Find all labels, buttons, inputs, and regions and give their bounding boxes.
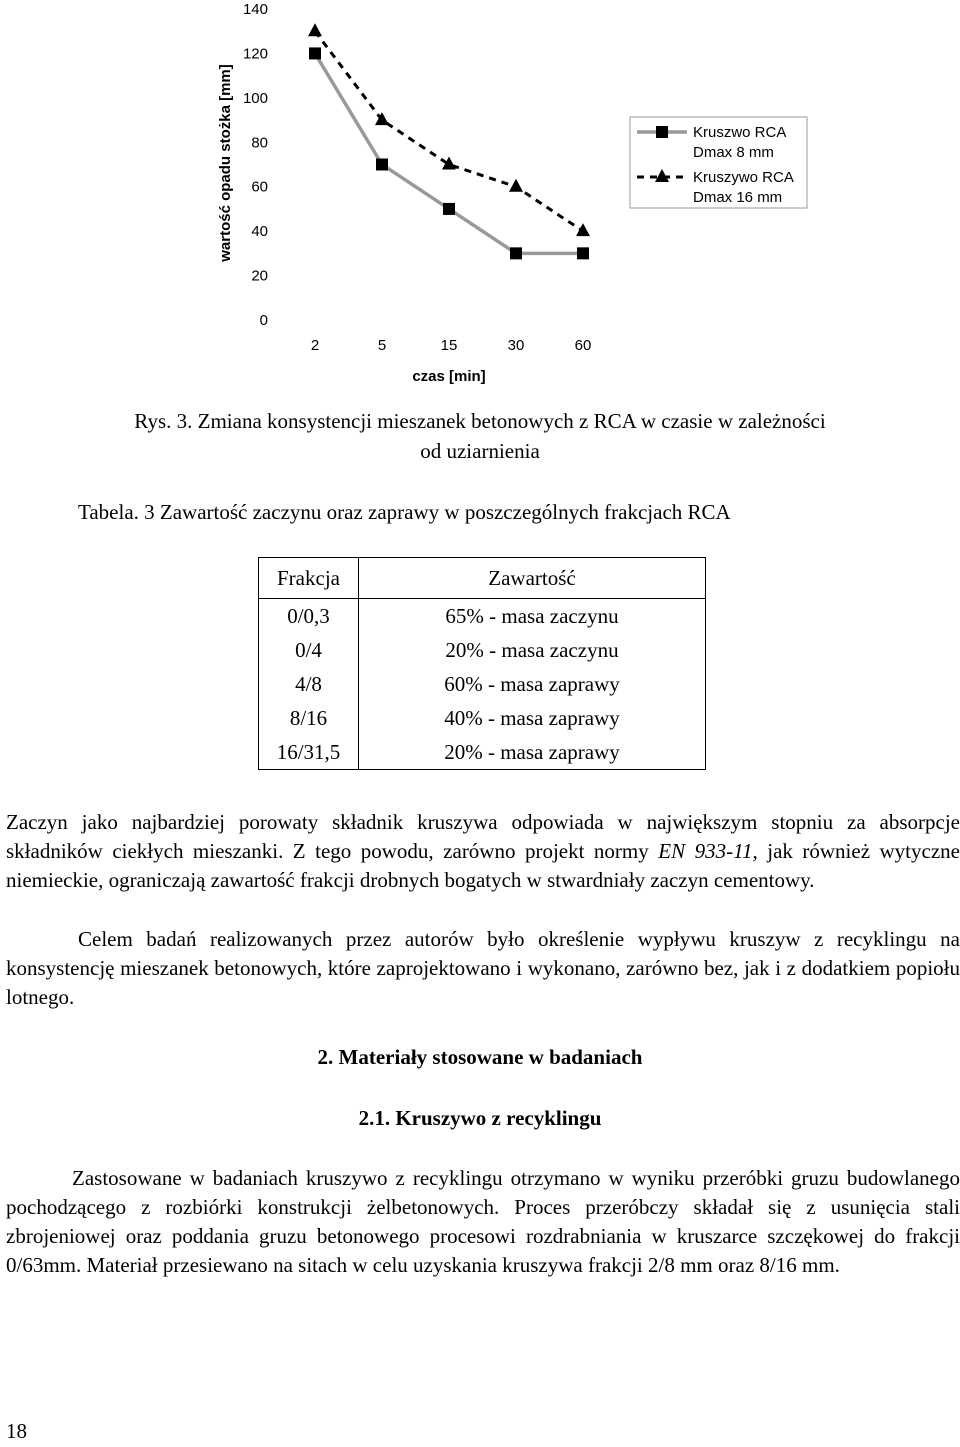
x-tick-label: 5 <box>377 337 387 354</box>
paragraph-1-text-a: Zaczyn jako najbardziej porowaty składnik kruszywa odpowiada w największym stopniu za absorpcje składników ciekłych mieszanki. Z tego powodu, zarówno projekt normy <box>6 810 960 863</box>
x-tick-label: 30 <box>507 337 525 354</box>
x-ticks <box>311 337 592 354</box>
table-title: Tabela. 3 Zawartość zaczynu oraz zaprawy w poszczególnych frakcjach RCA <box>78 500 731 524</box>
paragraph-1-text-b: jak również wytyczne niemieckie, ograniczają zawartość frakcji drobnych bogatych w stwardniały zaczyn cementowy. <box>6 839 960 892</box>
y-tick-label: 120 <box>242 45 268 63</box>
table-cell: 20% - masa zaprawy <box>444 740 620 764</box>
data-point <box>308 23 322 36</box>
table-cell: 20% - masa zaczynu <box>445 638 619 662</box>
fraction-table <box>258 557 706 770</box>
norm-reference: EN 933-11, <box>658 839 758 863</box>
table-cell: 0/4 <box>259 633 359 667</box>
table-row <box>259 599 706 634</box>
data-point <box>577 247 589 259</box>
y-ticks <box>243 1 268 329</box>
legend-label: Kruszywo RCA <box>693 169 794 186</box>
section-heading: 2. Materiały stosowane w badaniach <box>317 1045 643 1069</box>
table-cell: 16/31,5 <box>259 735 359 770</box>
series-line-1 <box>315 31 583 231</box>
table-cell: 60% - masa zaprawy <box>444 672 620 696</box>
paragraph-1 <box>6 808 960 895</box>
figure-caption-line1: Rys. 3. Zmiana konsystencji mieszanek betonowych z RCA w czasie w zależności <box>134 409 826 433</box>
figure-caption-line2: od uziarnienia <box>420 439 540 463</box>
y-tick-label: 80 <box>251 134 268 152</box>
data-point <box>375 112 389 125</box>
table-row <box>259 633 706 667</box>
subsection-heading: 2.1. Kruszywo z recyklingu <box>358 1106 602 1130</box>
legend-label: Dmax 8 mm <box>693 144 774 161</box>
paragraph-3: Zastosowane w badaniach kruszywo z recyklingu otrzymano w wyniku przeróbki gruzu budowlanego pochodzącego z rozbiórki konstrukcji żelbetonowych. Proces przeróbczy składał się z usunięcia stali zbrojeniowej oraz poddania gruzu betonowego procesowi rozdrabniania w kruszarce szczękowej do frakcji 0/63mm. Materiał przesiewano na sitach w celu uzyskania kruszywa frakcji 2/8 mm oraz 8/16 mm. <box>6 1166 960 1277</box>
data-point <box>510 247 522 259</box>
x-tick-label: 2 <box>310 337 320 354</box>
series-group <box>308 23 590 259</box>
y-axis-label: wartość opadu stożka [mm] <box>217 64 234 262</box>
legend-label: Dmax 16 mm <box>693 189 783 206</box>
y-tick-label: 140 <box>242 1 268 18</box>
y-tick-label: 20 <box>251 267 268 285</box>
data-point <box>376 159 388 171</box>
legend <box>630 117 807 208</box>
table-cell: 0/0,3 <box>259 599 359 634</box>
data-point <box>309 47 321 59</box>
table-row <box>259 735 706 770</box>
table-header-cell: Frakcja <box>259 558 359 599</box>
y-tick-label: 40 <box>251 223 268 241</box>
data-point <box>576 223 590 236</box>
data-point <box>509 179 523 192</box>
page-number: 18 <box>6 1419 27 1443</box>
data-point <box>443 203 455 215</box>
table-row <box>259 667 706 701</box>
x-axis-label: czas [min] <box>412 368 486 385</box>
table-cell: 8/16 <box>259 701 359 735</box>
table-cell: 4/8 <box>259 667 359 701</box>
y-tick-label: 60 <box>251 178 268 196</box>
table-header-row <box>259 558 706 599</box>
table-row <box>259 701 706 735</box>
legend-marker-0 <box>656 126 668 138</box>
legend-label: Kruszwo RCA <box>693 124 787 141</box>
x-tick-label: 15 <box>440 337 458 354</box>
x-tick-label: 60 <box>574 337 592 354</box>
paragraph-2: Celem badań realizowanych przez autorów było określenie wypływu kruszyw z recyklingu na konsystencję mieszanek betonowych, które zaprojektowano i wykonano, zarówno bez, jak i z dodatkiem popiołu lotnego. <box>6 927 960 1009</box>
y-tick-label: 100 <box>242 89 268 107</box>
slump-chart <box>0 0 960 395</box>
table-cell: 65% - masa zaczynu <box>445 604 619 628</box>
y-tick-label: 0 <box>259 312 268 329</box>
table-cell: 40% - masa zaprawy <box>444 706 620 730</box>
table-header-cell: Zawartość <box>359 558 706 599</box>
